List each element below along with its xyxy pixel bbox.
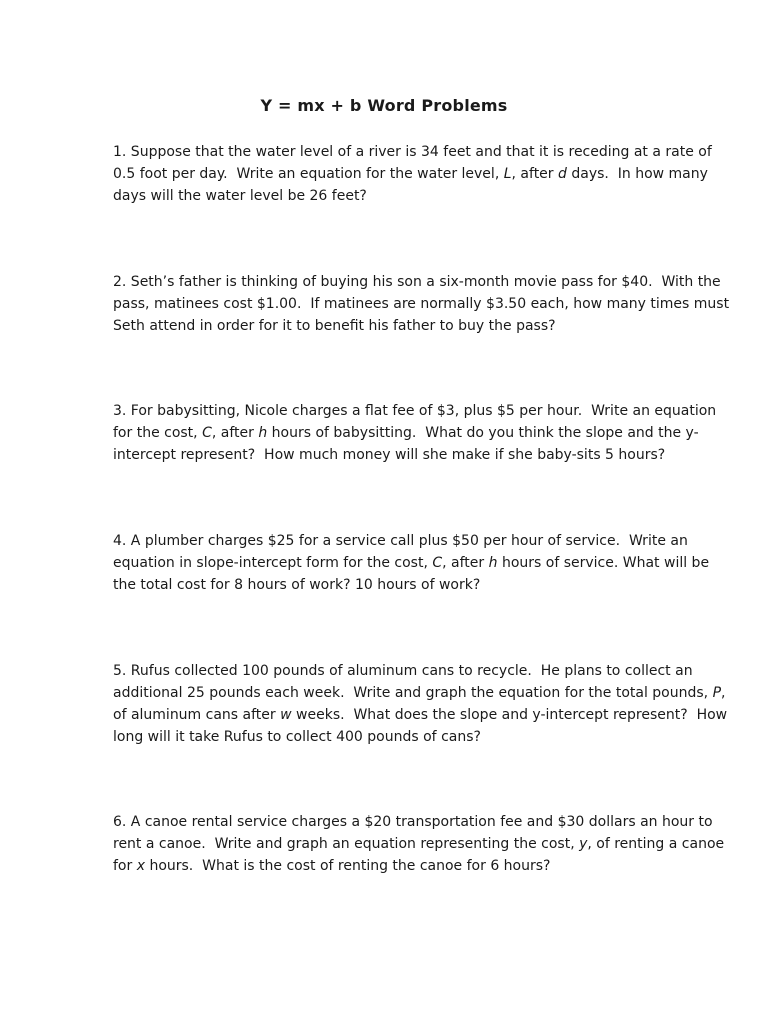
problem-text: for: [113, 858, 137, 874]
problem-text: additional 25 pounds each week. Write and graph the equation for the total pounds,: [113, 685, 713, 701]
problem-text: 1. Suppose that the water level of a river is 34 feet and that it is receding at a rate of: [113, 144, 712, 160]
problem-text-line: [113, 141, 743, 163]
word-problem-6: [113, 811, 743, 877]
problem-text: hours. What is the cost of renting the canoe for 6 hours?: [145, 858, 551, 874]
problem-text: 2. Seth’s father is thinking of buying his son a six-month movie pass for $40. With the: [113, 274, 721, 290]
problem-text-line: [113, 315, 743, 337]
problem-text-line: [113, 726, 743, 748]
problem-text: equation in slope-intercept form for the cost,: [113, 555, 433, 571]
word-problem-5: [113, 660, 743, 748]
problem-text-line: [113, 293, 743, 315]
problem-text: pass, matinees cost $1.00. If matinees are normally $3.50 each, how many times must: [113, 296, 730, 312]
variable-name: h: [488, 555, 498, 571]
variable-name: x: [136, 858, 145, 874]
word-problem-1: [113, 141, 743, 207]
word-problem-4: [113, 530, 743, 596]
problem-text-line: [113, 704, 743, 726]
word-problem-2: [113, 271, 743, 337]
variable-name: h: [258, 425, 268, 441]
problem-text: 4. A plumber charges $25 for a service call plus $50 per hour of service. Write an: [113, 533, 688, 549]
problem-text-line: [113, 444, 743, 466]
variable-name: w: [280, 707, 292, 723]
problem-text-line: [113, 552, 743, 574]
problem-text: , of renting a canoe: [587, 836, 725, 852]
problem-text: 5. Rufus collected 100 pounds of aluminum cans to recycle. He plans to collect an: [113, 663, 693, 679]
problem-text-line: [113, 682, 743, 704]
variable-name: d: [558, 166, 567, 182]
problem-text-line: [113, 271, 743, 293]
variable-name: P: [712, 685, 722, 701]
problem-text: 0.5 foot per day. Write an equation for the water level,: [113, 166, 504, 182]
problem-text: , after: [511, 166, 559, 182]
problem-text: the total cost for 8 hours of work? 10 hours of work?: [113, 577, 481, 593]
page-title: Y = mx + b Word Problems: [260, 96, 508, 115]
problem-text: days will the water level be 26 feet?: [113, 188, 367, 204]
problem-text-line: [113, 422, 743, 444]
problem-text: for the cost,: [113, 425, 203, 441]
variable-name: C: [202, 425, 212, 441]
variable-name: C: [432, 555, 443, 571]
problem-text: rent a canoe. Write and graph an equation representing the cost,: [113, 836, 580, 852]
problem-text: , after: [211, 425, 259, 441]
problem-text: hours of service. What will be: [497, 555, 710, 571]
word-problem-3: [113, 400, 743, 466]
problem-text: hours of babysitting. What do you think the slope and the y-: [267, 425, 699, 441]
problem-text-line: [113, 811, 743, 833]
problem-text: Seth attend in order for it to benefit his father to buy the pass?: [113, 318, 556, 334]
problem-text: , after: [442, 555, 489, 571]
problem-text-line: [113, 833, 743, 855]
variable-name: L: [503, 166, 512, 182]
problem-text: 6. A canoe rental service charges a $20 transportation fee and $30 dollars an hour to: [113, 814, 713, 830]
problem-text-line: [113, 855, 743, 877]
problem-text: intercept represent? How much money will she make if she baby-sits 5 hours?: [113, 447, 666, 463]
problem-text-line: [113, 574, 743, 596]
problem-text: 3. For babysitting, Nicole charges a flat fee of $3, plus $5 per hour. Write an equation: [113, 403, 717, 419]
problem-text: days. In how many: [566, 166, 708, 182]
problem-text-line: [113, 530, 743, 552]
problem-text: of aluminum cans after: [113, 707, 281, 723]
problem-text: long will it take Rufus to collect 400 pounds of cans?: [113, 729, 481, 745]
variable-name: y: [579, 836, 588, 852]
problem-text-line: [113, 400, 743, 422]
problem-text-line: [113, 660, 743, 682]
problem-text-line: [113, 163, 743, 185]
problem-text: weeks. What does the slope and y-intercept represent? How: [291, 707, 728, 723]
problem-text: ,: [721, 685, 726, 701]
problem-text-line: [113, 185, 743, 207]
